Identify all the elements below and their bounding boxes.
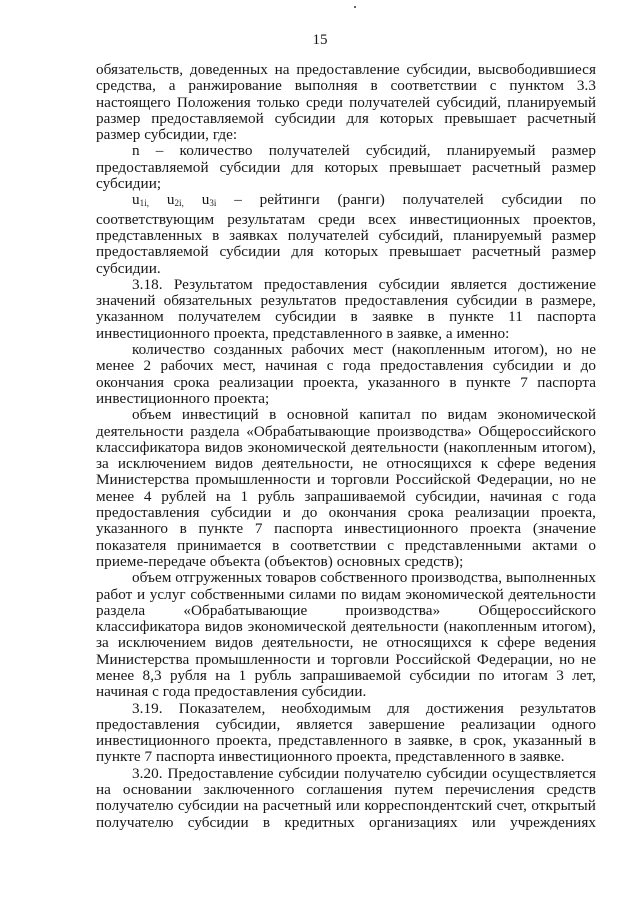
paragraph-continuation: обязательств, доведенных на предоставление субсидии, высвободившиеся средства, а ранжирование выполняя в соответствии с пунктом 3.3 настоящего Положения только среди получателей субсидий, планируемый размер предоставляемой субсидии для которых превышает расчетный размер субсидии, где: bbox=[96, 61, 596, 144]
var-u3: u bbox=[183, 191, 210, 209]
paragraph-jobs-count: количество созданных рабочих мест (накопленным итогом), но не менее 2 рабочих мест, начиная с года предоставления субсидии и до окончания срока реализации проекта, указанного в пункте 7 паспорта инвестиционного проекта; bbox=[96, 341, 596, 407]
var-u1: u bbox=[132, 191, 140, 209]
paragraph-3-18: 3.18. Результатом предоставления субсидии является достижение значений обязательных результатов предоставления субсидии в размере, указанном получателем субсидии в заявке в пункте 11 паспорта инвестиционного проекта, представленного в заявке, а именно: bbox=[96, 275, 596, 342]
paragraph-u-definition bbox=[96, 192, 596, 276]
paragraph-3-20: 3.20. Предоставление субсидии получателю субсидии осуществляется на основании заключенного соглашения путем перечисления средств получателю субсидии на расчетный или корреспондентский счет, открытый получателю субсидии в кредитных организациях или учреждениях bbox=[96, 764, 596, 831]
var-u2: u bbox=[149, 191, 175, 209]
paragraph-shipped-goods: объем отгруженных товаров собственного производства, выполненных работ и услуг собственными силами по видам экономической деятельности раздела «Обрабатывающие производства» Общероссийского классификатора видов экономической деятельности (накопленным итогом), за исключением видов деятельности, не относящихся к сфере ведения Министерства промышленности и торговли Российской Федерации, но не менее 8,3 рубля на 1 рубль запрашиваемой субсидии по итогам 3 лет, начиная с года предоставления субсидии. bbox=[96, 569, 596, 701]
page-number: 15 bbox=[312, 32, 328, 48]
paragraph-investment-volume: объем инвестиций в основной капитал по видам экономической деятельности раздела «Обрабатывающие производства» Общероссийского классификатора видов экономической деятельности (накопленным итогом), за исключением видов деятельности, не относящихся к сфере ведения Министерства промышленности и торговли Российской Федерации, но не менее 4 рублей на 1 рубль запрашиваемой субсидии, начиная с года предоставления субсидии и до окончания срока реализации проекта, указанного в пункте 7 паспорта инвестиционного проекта (значение показателя принимается в соответствии с представленными актами о приеме-передаче объекта (объектов) основных средств); bbox=[96, 406, 596, 570]
document-body bbox=[96, 62, 596, 831]
scan-speck bbox=[354, 6, 356, 8]
u-definition-text: – рейтинги (ранги) получателей субсидии по соответствующим результатам среди всех инвестиционных проектов, представленных в заявках получателей субсидий, планируемый размер предоставляемой субсидии для которых превышает расчетный размер субсидии. bbox=[96, 191, 596, 277]
subscript-2i: 2i, bbox=[174, 198, 184, 209]
subscript-3i: 3i bbox=[209, 198, 217, 209]
paragraph-3-19: 3.19. Показателем, необходимым для достижения результатов предоставления субсидии, является завершение реализации одного инвестиционного проекта, представленного в заявке, в срок, указанный в пункте 7 паспорта инвестиционного проекта, представленного в заявке. bbox=[96, 699, 596, 766]
paragraph-n-definition: n – количество получателей субсидий, планируемый размер предоставляемой субсидии для которых превышает расчетный размер субсидии; bbox=[96, 142, 596, 193]
subscript-1i: 1i, bbox=[139, 198, 150, 209]
